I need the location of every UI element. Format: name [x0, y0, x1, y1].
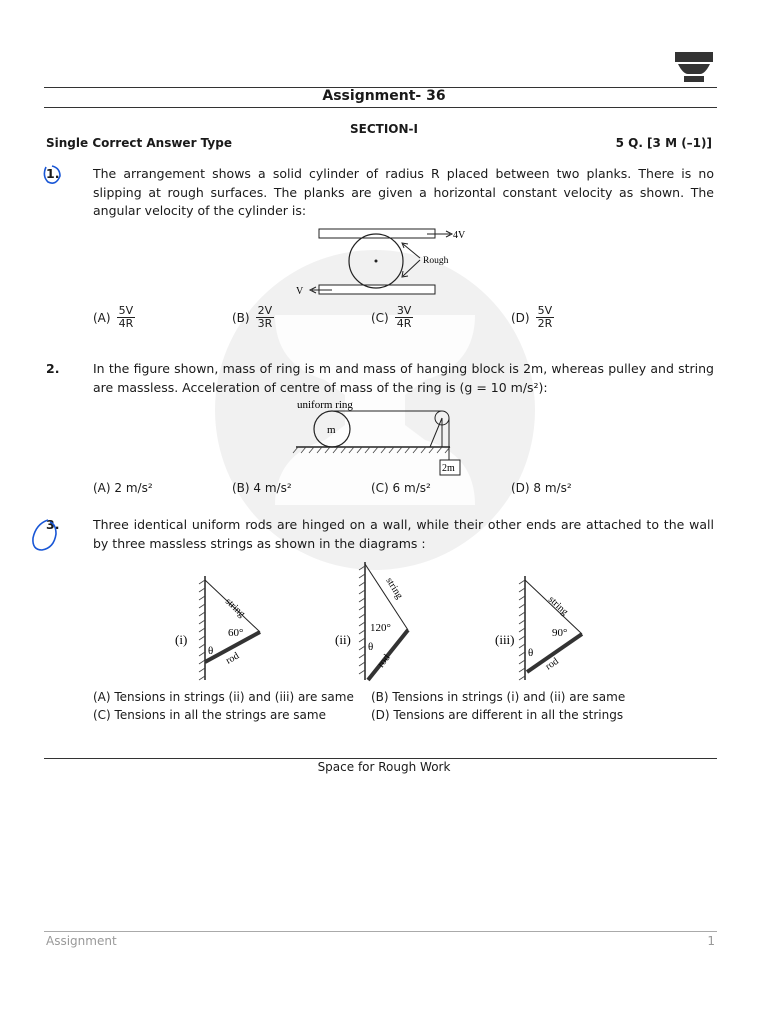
question-2-number: 2.: [46, 361, 60, 376]
figure-i-string: string: [222, 596, 248, 620]
question-2-option-c[interactable]: (C) 6 m/s²: [371, 481, 431, 495]
figure-iii-angle: 90°: [552, 627, 568, 639]
figure-iii-label: (iii): [495, 632, 515, 647]
question-1-text: The arrangement shows a solid cylinder of radius R placed between two planks. There is no slipping at rough surfaces. The planks are given a horizontal constant velocity as shown. The angular velocity of the cylinder is:: [93, 166, 714, 218]
question-3-figure-ii: [330, 558, 430, 684]
question-1-number: 1.: [46, 166, 60, 181]
page-title: Assignment- 36: [322, 88, 446, 104]
question-2-text: In the figure shown, mass of ring is m and mass of hanging block is 2m, whereas pulley and string are massless. Acceleration of centre of mass of the ring is (g = 10 m/s²):: [93, 361, 714, 395]
figure-iii-string: string: [545, 594, 571, 618]
figure-i-angle: 60°: [228, 627, 244, 639]
rough-work-label: Space for Rough Work: [317, 760, 451, 774]
figure-i-label: (i): [175, 632, 188, 647]
rough-work-divider: [44, 758, 717, 759]
question-3-text: Three identical uniform rods are hinged on a wall, while their other ends are attached to the wall by three massless strings as shown in the diagrams :: [93, 517, 714, 551]
figure-ii-label: (ii): [335, 632, 351, 647]
question-1-option-d[interactable]: (D) $\frac{5V}{2R}$: [511, 304, 553, 330]
ring-mass-label: m: [327, 424, 336, 436]
page-number: 1: [707, 934, 715, 948]
footer-title: Assignment: [46, 934, 117, 948]
marking-scheme: 5 Q. [3 M (–1)]: [615, 136, 712, 150]
header-divider-bottom: [44, 107, 717, 108]
figure-i-theta: θ: [208, 645, 214, 657]
question-3-number: 3.: [46, 517, 60, 532]
bottom-velocity-label: V: [296, 286, 304, 297]
question-2-option-b[interactable]: (B) 4 m/s²: [232, 481, 292, 495]
figure-ii-rod: rod: [375, 652, 393, 670]
question-1-figure: [290, 224, 480, 299]
question-3-figure-i: [170, 572, 270, 684]
rough-label: Rough: [423, 256, 449, 266]
figure-ii-string: string: [383, 575, 405, 601]
question-3-option-d[interactable]: (D) Tensions are different in all the strings: [371, 708, 624, 722]
question-3-option-c[interactable]: (C) Tensions in all the strings are same: [93, 708, 326, 722]
footer-divider: [44, 931, 717, 932]
section-label: SECTION-I: [350, 122, 418, 136]
question-2-option-a[interactable]: (A) 2 m/s²: [93, 481, 153, 495]
top-velocity-label: 4V: [453, 230, 466, 241]
question-type: Single Correct Answer Type: [46, 136, 232, 150]
question-2-option-d[interactable]: (D) 8 m/s²: [511, 481, 572, 495]
figure-ii-angle: 120°: [370, 622, 391, 634]
question-2-figure: [290, 396, 475, 478]
brand-logo-icon: [675, 52, 713, 82]
question-3-option-a[interactable]: (A) Tensions in strings (ii) and (iii) are same: [93, 690, 354, 704]
pen-circle-mark-1: [40, 162, 64, 186]
question-1-option-c[interactable]: (C) $\frac{3V}{4R}$: [371, 304, 412, 330]
figure-ii-theta: θ: [368, 641, 374, 653]
figure-iii-theta: θ: [528, 647, 534, 659]
block-mass-label: 2m: [442, 463, 455, 474]
question-3-figure-iii: [490, 572, 590, 684]
question-1-option-a[interactable]: (A) $\frac{5V}{4R}$: [93, 304, 134, 330]
uniform-ring-label: uniform ring: [297, 399, 353, 411]
pen-circle-mark-3: [28, 516, 62, 556]
question-3-option-b[interactable]: (B) Tensions in strings (i) and (ii) are same: [371, 690, 626, 704]
question-1-option-b[interactable]: (B) $\frac{2V}{3R}$: [232, 304, 273, 330]
figure-i-rod: rod: [224, 650, 242, 667]
figure-iii-rod: rod: [543, 655, 561, 673]
